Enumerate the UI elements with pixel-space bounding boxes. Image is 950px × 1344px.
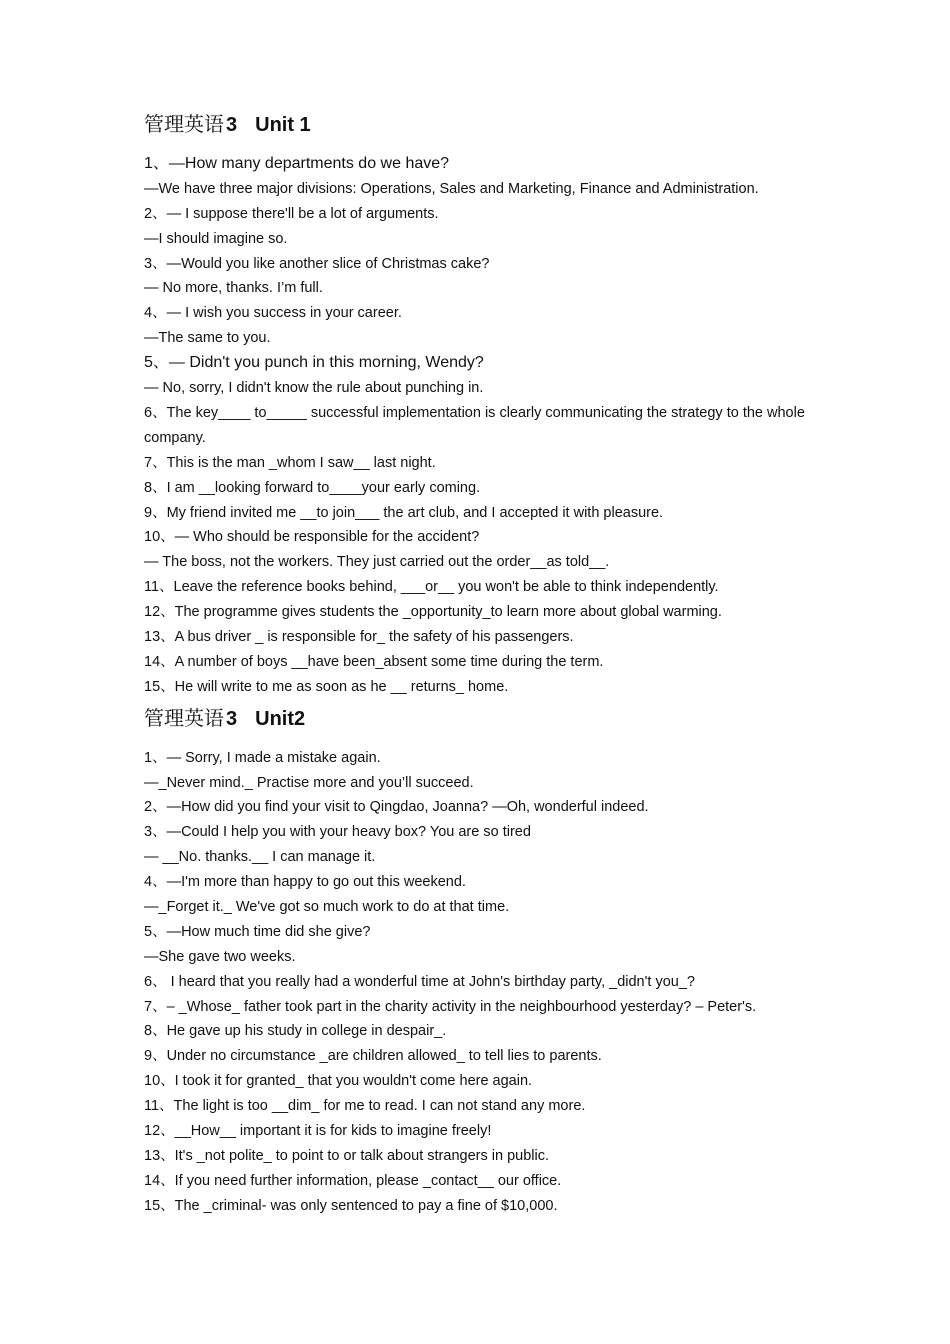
list-item: 10、I took it for granted_ that you wouldn't come here again. <box>144 1073 533 1090</box>
list-item: 15、He will write to me as soon as he __ returns_ home. <box>144 678 509 695</box>
unit1-heading-unit: Unit 1 <box>255 114 311 136</box>
list-item: 4、— I wish you success in your career. <box>144 305 402 322</box>
list-item: 12、__How__ important it is for kids to imagine freely! <box>144 1122 492 1139</box>
list-item: 11、The light is too __dim_ for me to read. I can not stand any more. <box>144 1098 586 1115</box>
unit2-heading-course: 管理英语 <box>144 705 224 730</box>
list-item: 9、My friend invited me __to join___ the art club, and I accepted it with pleasure. <box>144 504 664 521</box>
list-item: 12、The programme gives students the _opportunity_to learn more about global warming. <box>144 604 722 621</box>
unit2-list <box>144 746 824 1219</box>
list-item: 5、— Didn't you punch in this morning, Wendy? <box>144 354 484 372</box>
list-item: —_Forget it._ We've got so much work to do at that time. <box>144 898 510 915</box>
list-item: 8、He gave up his study in college in despair_. <box>144 1023 447 1040</box>
unit1-heading <box>144 108 824 140</box>
list-item: — The boss, not the workers. They just carried out the order__as told__. <box>144 554 610 571</box>
list-item: 7、– _Whose_ father took part in the charity activity in the neighbourhood yesterday? – Peter's. <box>144 998 757 1015</box>
list-item: —_Never mind._ Practise more and you’ll succeed. <box>144 774 474 791</box>
list-item: — __No. thanks.__ I can manage it. <box>144 849 376 866</box>
list-item: —The same to you. <box>144 330 271 347</box>
list-item: 15、The _criminal- was only sentenced to pay a fine of $10,000. <box>144 1197 558 1214</box>
list-item: 1、—How many departments do we have? <box>144 155 450 172</box>
list-item: 2、— I suppose there'll be a lot of arguments. <box>144 205 439 222</box>
list-item: 13、A bus driver _ is responsible for_ the safety of his passengers. <box>144 628 574 645</box>
list-item: 3、—Could I help you with your heavy box? You are so tired <box>144 824 531 841</box>
list-item: 5、—How much time did she give? <box>144 923 371 940</box>
list-item: 9、Under no circumstance _are children allowed_ to tell lies to parents. <box>144 1048 602 1065</box>
unit2-heading <box>144 702 824 734</box>
list-item: 1、— Sorry, I made a mistake again. <box>144 749 381 766</box>
list-item: 4、—I'm more than happy to go out this weekend. <box>144 874 466 891</box>
list-item: — No, sorry, I didn't know the rule about punching in. <box>144 380 484 397</box>
list-item: 7、This is the man _whom I saw__ last night. <box>144 454 436 471</box>
list-item: —I should imagine so. <box>144 230 288 247</box>
unit2-heading-unit: Unit2 <box>255 707 306 730</box>
unit1-heading-course: 管理英语 <box>144 112 224 136</box>
list-item: — No more, thanks. I’m full. <box>144 280 323 297</box>
list-item: 11、Leave the reference books behind, ___or__ you won't be able to think independently. <box>144 579 719 596</box>
unit1-heading-number: 3 <box>226 114 238 136</box>
list-item: —She gave two weeks. <box>144 948 296 965</box>
list-item: 10、— Who should be responsible for the accident? <box>144 529 480 546</box>
list-item: 13、It's _not polite_ to point to or talk about strangers in public. <box>144 1147 549 1164</box>
list-item: 14、A number of boys __have been_absent some time during the term. <box>144 653 604 670</box>
list-item: 8、I am __looking forward to____your early coming. <box>144 479 481 496</box>
document-page <box>144 108 824 1219</box>
unit1-list <box>144 152 824 700</box>
list-item: 3、—Would you like another slice of Christmas cake? <box>144 255 490 272</box>
unit2-heading-number: 3 <box>226 707 238 730</box>
list-item: 2、—How did you find your visit to Qingdao, Joanna? —Oh, wonderful indeed. <box>144 799 649 816</box>
list-item: —We have three major divisions: Operations, Sales and Marketing, Finance and Administration. <box>144 180 759 197</box>
list-item: 14、If you need further information, please _contact__ our office. <box>144 1172 562 1189</box>
list-item: 6、 I heard that you really had a wonderful time at John's birthday party, _didn't you_? <box>144 973 695 990</box>
list-item: 6、The key____ to_____ successful implementation is clearly communicating the strategy to the whole company. <box>144 404 805 446</box>
